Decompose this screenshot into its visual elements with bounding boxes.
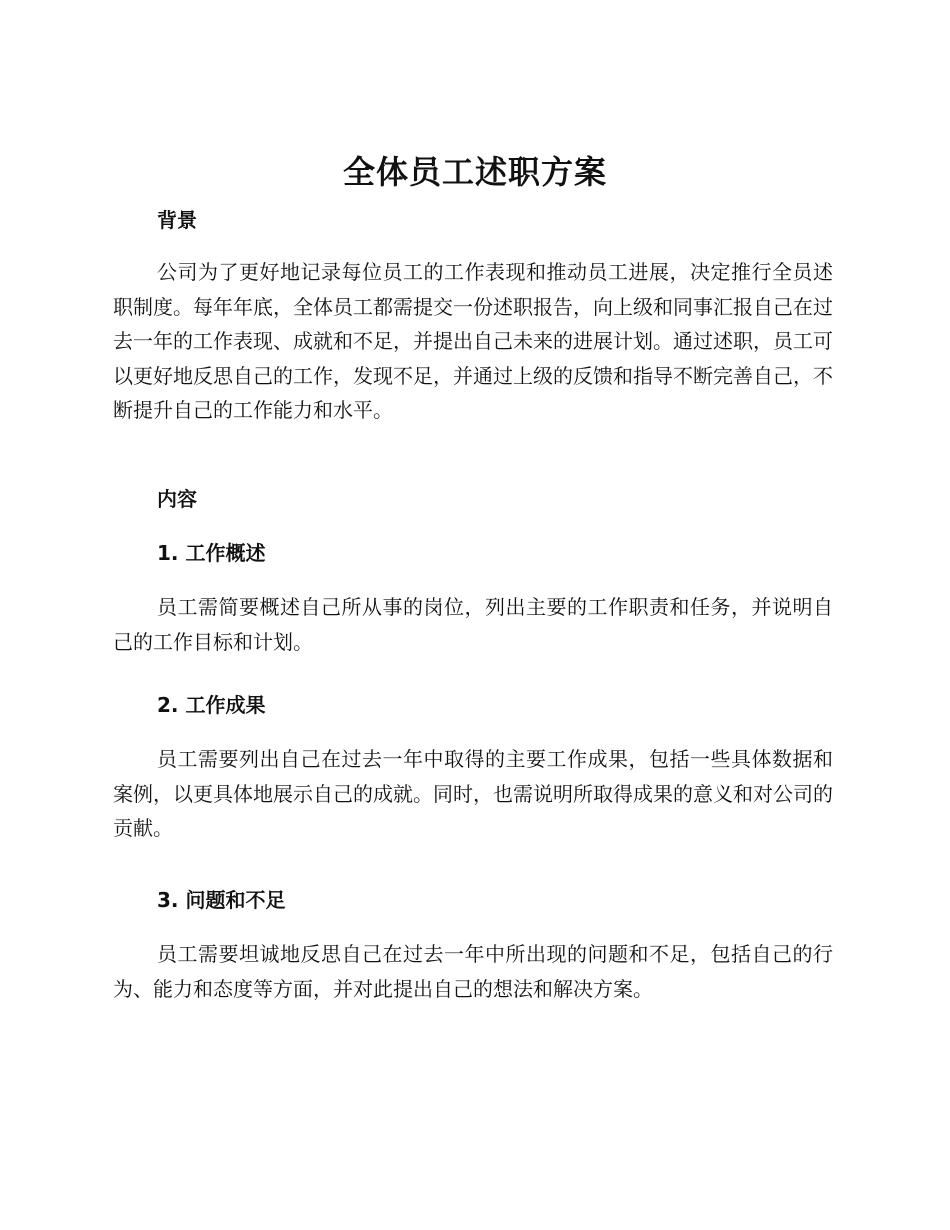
section-heading-content: 内容 (157, 487, 197, 511)
section-paragraph-work-overview: 员工需简要概述自己所从事的岗位，列出主要的工作职责和任务，并说明自己的工作目标和计划。 (113, 595, 833, 654)
section-paragraph-work-results: 员工需要列出自己在过去一年中取得的主要工作成果，包括一些具体数据和案例，以更具体地展示自己的成就。同时，也需说明所取得成果的意义和对公司的贡献。 (113, 747, 833, 840)
section-paragraph-problems: 员工需要坦诚地反思自己在过去一年中所出现的问题和不足，包括自己的行为、能力和态度等方面，并对此提出自己的想法和解决方案。 (113, 942, 833, 1001)
section-paragraph-background: 公司为了更好地记录每位员工的工作表现和推动员工进展，决定推行全员述职制度。每年年底，全体员工都需提交一份述职报告，向上级和同事汇报自己在过去一年的工作表现、成就和不足，并提出自己未来的进展计划。通过述职，员工可以更好地反思自己的工作，发现不足，并通过上级的反馈和指导不断完善自己，不断提升自己的工作能力和水平。 (113, 260, 833, 422)
page-title: 全体员工述职方案 (342, 153, 607, 191)
section-heading-work-results: 2. 工作成果 (157, 693, 266, 717)
section-heading-work-overview: 1. 工作概述 (157, 541, 266, 565)
section-heading-background: 背景 (157, 208, 197, 232)
section-heading-problems: 3. 问题和不足 (157, 888, 286, 912)
